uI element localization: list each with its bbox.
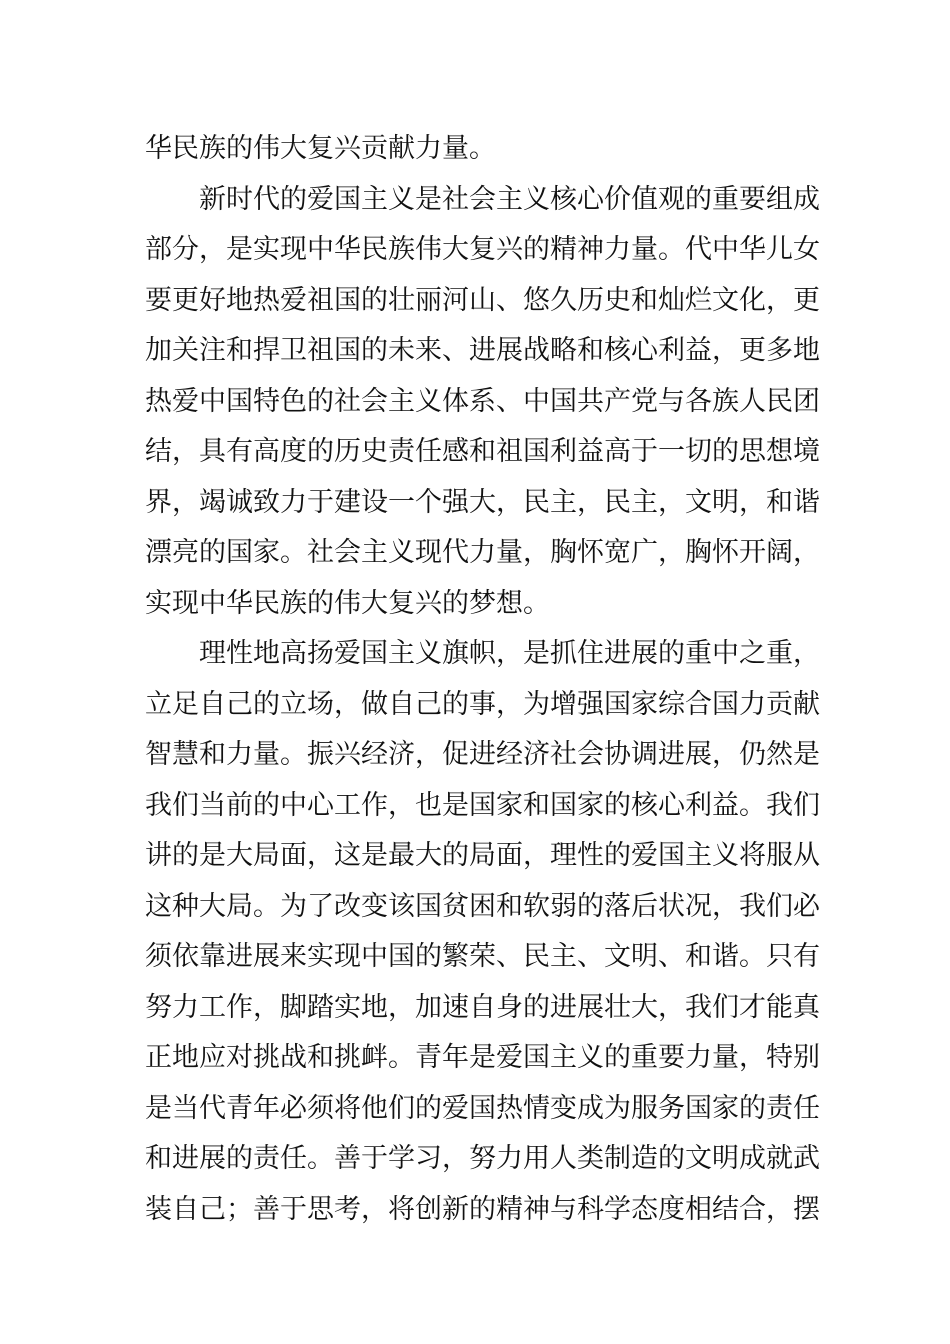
text-line: 须依靠进展来实现中国的繁荣、民主、文明、和谐。只有 [145,941,820,972]
text-line: 漂亮的国家。社会主义现代力量，胸怀宽广，胸怀开阔， [145,537,820,568]
text-line: 努力工作，脚踏实地，加速自身的进展壮大，我们才能真 [145,991,820,1023]
text-line: 界，竭诚致力于建设一个强大，民主，民主，文明，和谐 [145,486,820,518]
text-line: 装自己；善于思考，将创新的精神与科学态度相结合，摆 [145,1193,820,1225]
text-line: 要更好地热爱祖国的壮丽河山、悠久历史和灿烂文化，更 [145,284,820,316]
body-text [145,124,820,1235]
text-line: 立足自己的立场，做自己的事，为增强国家综合国力贡献 [145,688,820,720]
text-line: 热爱中国特色的社会主义体系、中国共产党与各族人民团 [145,385,820,417]
text-line: 和进展的责任。善于学习，努力用人类制造的文明成就武 [145,1143,820,1174]
text-line: 部分，是实现中华民族伟大复兴的精神力量。代中华儿女 [145,234,820,265]
text-line: 加关注和捍卫祖国的未来、进展战略和核心利益，更多地 [145,335,820,366]
text-line: 智慧和力量。振兴经济，促进经济社会协调进展，仍然是 [145,739,820,770]
text-line: 新时代的爱国主义是社会主义核心价值观的重要组成 [199,183,820,215]
text-line: 讲的是大局面，这是最大的局面，理性的爱国主义将服从 [145,840,820,871]
text-line: 这种大局。为了改变该国贫困和软弱的落后状况，我们必 [145,890,820,922]
text-line: 我们当前的中心工作，也是国家和国家的核心利益。我们 [145,789,820,821]
text-line: 理性地高扬爱国主义旗帜，是抓住进展的重中之重， [199,638,820,669]
text-line: 华民族的伟大复兴贡献力量。 [145,133,496,164]
text-line: 结，具有高度的历史责任感和祖国利益高于一切的思想境 [145,436,820,467]
text-line: 正地应对挑战和挑衅。青年是爱国主义的重要力量，特别 [145,1042,820,1073]
text-line: 实现中华民族的伟大复兴的梦想。 [145,587,550,619]
text-line: 是当代青年必须将他们的爱国热情变成为服务国家的责任 [145,1092,820,1124]
